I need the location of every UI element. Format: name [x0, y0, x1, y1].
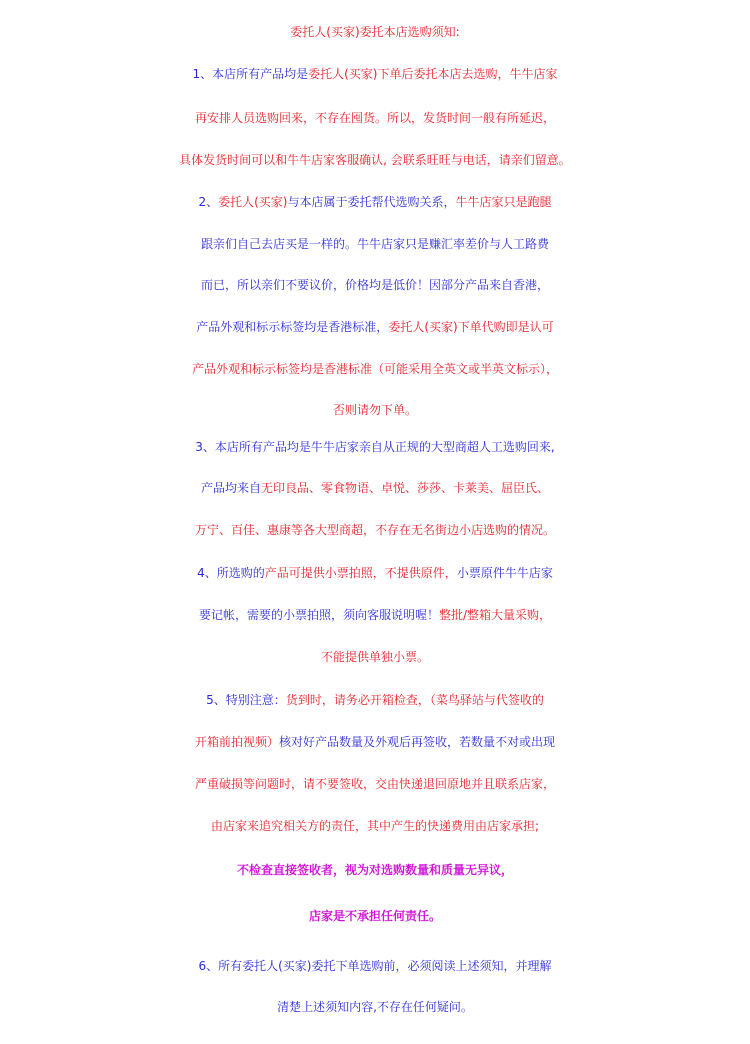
s4-line-2-b: 整批/整箱大量采购， — [438, 608, 552, 622]
s2-line-1 — [0, 188, 750, 216]
s3-line-2-a: 产品均来自 — [200, 481, 261, 495]
notice-title: 委托人(买家)委托本店选购须知: — [290, 25, 460, 39]
s3-line-3: 万宁、百佳、惠康等各大型商超，不存在无名街边小店选购的情况。 — [194, 523, 555, 537]
s1-line-2: 再安排人员选购回来，不存在囤货。所以，发货时间一般有所延迟， — [194, 111, 555, 125]
s1-line-1-a: 1、本店所有产品均是 — [192, 67, 309, 81]
s1-line-1 — [0, 60, 750, 88]
s2-line-4-a: 产品外观和标示标签均是香港标准， — [196, 320, 389, 334]
s4-line-1-c: 小票原件牛牛店家 — [456, 566, 553, 580]
s1-line-3: 具体发货时间可以和牛牛店家客服确认, 会联系旺旺与电话，请亲们留意。 — [179, 153, 571, 167]
s4-line-3: 不能提供单独小票。 — [320, 650, 429, 664]
s2-line-1-a: 2、 — [198, 195, 219, 209]
s5-line-2-a: 开箱前拍视频） — [194, 735, 279, 749]
s2-line-2: 跟亲们自己去店买是一样的。牛牛店家只是赚汇率差价与人工路费 — [200, 237, 549, 251]
s4-line-2-a: 要记帐，需要的小票拍照，须向客服说明喔！ — [198, 608, 439, 622]
s5-line-1 — [0, 686, 750, 714]
s2-line-6: 否则请勿下单。 — [332, 403, 417, 417]
s5-line-2 — [0, 728, 750, 756]
s3-line-1: 3、本店所有产品均是牛牛店家亲自从正规的大型商超人工选购回来, — [195, 440, 555, 454]
s4-line-1-b: 产品可提供小票拍照，不提供原件， — [264, 566, 457, 580]
s6-line-1: 6、所有委托人(买家)委托下单选购前，必须阅读上述须知，并理解 — [198, 959, 552, 973]
s1-line-1-b: 委托人(买家)下单后委托本店去选购，牛牛店家 — [308, 67, 558, 81]
s5-line-4: 由店家来追究相关方的责任，其中产生的快递费用由店家承担; — [210, 819, 540, 833]
s5-emphasis-2: 店家是不承担任何责任。 — [308, 909, 441, 923]
s2-line-4 — [0, 313, 750, 341]
s6-line-2: 清楚上述须知内容,不存在任何疑问。 — [277, 1000, 473, 1014]
s5-line-2-b: 核对好产品数量及外观后再签收，若数量不对或出现 — [279, 735, 556, 749]
s2-line-1-d: 牛牛店家只是跑腿 — [455, 195, 552, 209]
s2-line-5: 产品外观和标示标签均是香港标准（可能采用全英文或半英文标示）， — [191, 362, 558, 376]
s2-line-1-c: 与本店属于委托帮代选购关系， — [287, 195, 456, 209]
s4-line-1-a: 4、所选购的 — [197, 566, 265, 580]
s2-line-1-b: 委托人(买家) — [218, 195, 288, 209]
s3-line-2 — [0, 474, 750, 502]
s2-line-3: 而已，所以亲们不要议价，价格均是低价！因部分产品来自香港， — [200, 278, 549, 292]
s5-line-1-b: 货到时，请务必开箱检查，（菜鸟驿站与代签收的 — [285, 693, 544, 707]
s4-line-2 — [0, 601, 750, 629]
s5-emphasis-1: 不检查直接签收者，视为对选购数量和质量无异议， — [236, 863, 513, 877]
s4-line-1 — [0, 559, 750, 587]
s2-line-4-b: 委托人(买家)下单代购即是认可 — [388, 320, 554, 334]
s5-line-3: 严重破损等问题时，请不要签收，交由快递退回原地并且联系店家， — [194, 777, 555, 791]
s5-line-1-a: 5、特别注意： — [206, 693, 286, 707]
s3-line-2-b: 无印良品、零食物语、卓悦、莎莎、卡莱美、屈臣氏、 — [261, 481, 550, 495]
